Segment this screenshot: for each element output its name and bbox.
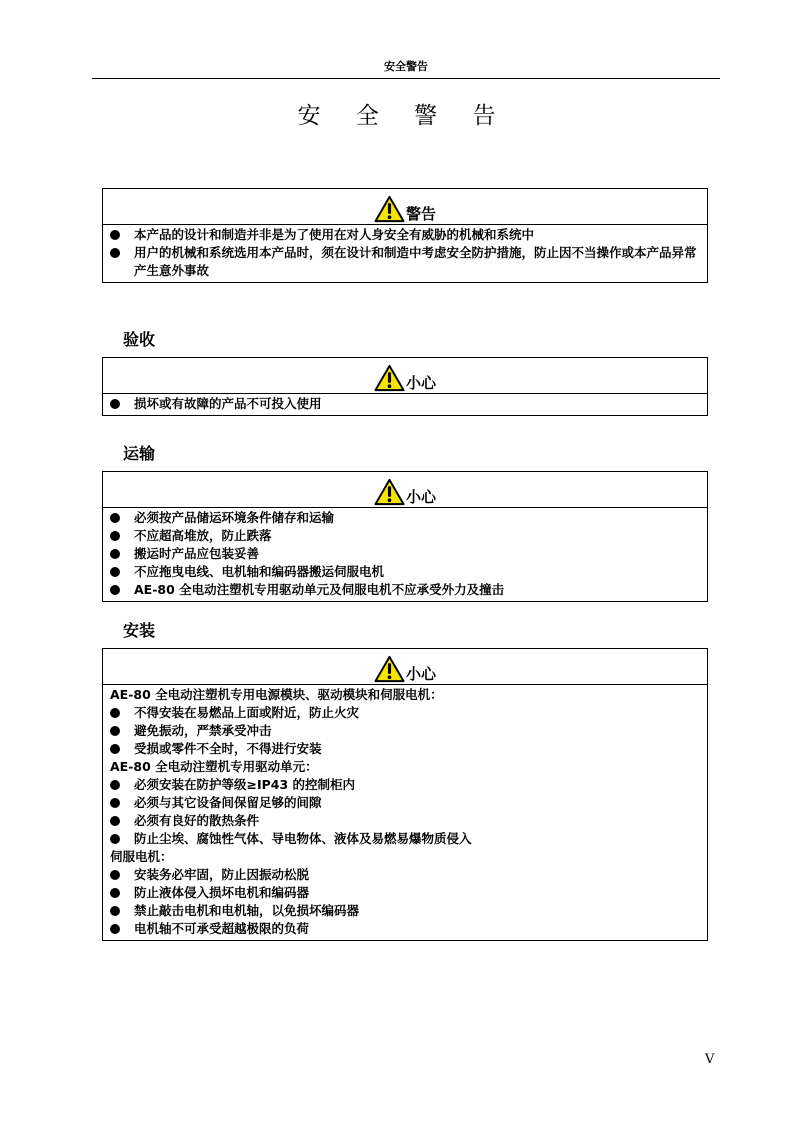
- warning-triangle-icon: [374, 195, 405, 223]
- bullet-dot-icon: [110, 567, 120, 577]
- list-item: 搬运时产品应包装妥善: [110, 545, 701, 563]
- bullet-dot-icon: [110, 531, 120, 541]
- list-item: 本产品的设计和制造并非是为了使用在对人身安全有威胁的机械和系统中: [110, 226, 701, 244]
- acceptance-caution-box: [102, 357, 708, 416]
- warning-triangle-icon: [374, 478, 405, 506]
- page-title: 安 全 警 告: [297, 103, 510, 129]
- bullet-dot-icon: [110, 248, 120, 258]
- list-item: 必须按产品储运环境条件储存和运输: [110, 509, 701, 527]
- group-heading: AE-80 全电动注塑机专用驱动单元：: [110, 759, 318, 774]
- section-title-transport: 运输: [123, 444, 156, 463]
- bullet-dot-icon: [110, 230, 120, 240]
- bullet-dot-icon: [110, 906, 120, 916]
- list-item: 防止液体侵入损坏电机和编码器: [110, 884, 701, 902]
- list-item: 用户的机械和系统选用本产品时，须在设计和制造中考虑安全防护措施，防止因不当操作或本产品异常产生意外事故: [110, 244, 701, 280]
- warning-box-header: [103, 189, 707, 225]
- bullet-dot-icon: [110, 726, 120, 736]
- list-item: AE-80 全电动注塑机专用驱动单元及伺服电机不应承受外力及撞击: [110, 581, 701, 599]
- bullet-dot-icon: [110, 549, 120, 559]
- list-item: 不应超高堆放，防止跌落: [110, 527, 701, 545]
- list-item: 必须有良好的散热条件: [110, 812, 701, 830]
- caution-box-header: [103, 472, 707, 508]
- bullet-dot-icon: [110, 513, 120, 523]
- caution-label: 小心: [405, 374, 436, 392]
- list-item: 必须安装在防护等级≥IP43 的控制柜内: [110, 776, 701, 794]
- caution-label: 小心: [405, 488, 436, 506]
- section-title-acceptance: 验收: [123, 330, 156, 349]
- bullet-dot-icon: [110, 870, 120, 880]
- installation-caution-box: [102, 648, 708, 941]
- list-item: 安装务必牢固，防止因振动松脱: [110, 866, 701, 884]
- bullet-dot-icon: [110, 780, 120, 790]
- bullet-dot-icon: [110, 888, 120, 898]
- page-number: V: [705, 1052, 715, 1067]
- caution-box-header: [103, 649, 707, 685]
- warning-triangle-icon: [374, 364, 405, 392]
- caution-box-header: [103, 358, 707, 394]
- bullet-dot-icon: [110, 924, 120, 934]
- bullet-dot-icon: [110, 816, 120, 826]
- bullet-dot-icon: [110, 834, 120, 844]
- transport-caution-box: [102, 471, 708, 602]
- group-heading: AE-80 全电动注塑机专用电源模块、驱动模块和伺服电机：: [110, 687, 443, 702]
- list-item: 避免振动，严禁承受冲击: [110, 722, 701, 740]
- list-item: 禁止敲击电机和电机轴，以免损坏编码器: [110, 902, 701, 920]
- running-header: 安全警告: [92, 58, 720, 79]
- list-item: 受损或零件不全时，不得进行安装: [110, 740, 701, 758]
- section-title-installation: 安装: [123, 621, 156, 640]
- group-heading: 伺服电机：: [110, 849, 173, 864]
- bullet-dot-icon: [110, 708, 120, 718]
- list-item: 必须与其它设备间保留足够的间隙: [110, 794, 701, 812]
- list-item: 防止尘埃、腐蚀性气体、导电物体、液体及易燃易爆物质侵入: [110, 830, 701, 848]
- list-item: 不应拖曳电线、电机轴和编码器搬运伺服电机: [110, 563, 701, 581]
- warning-box: [102, 188, 708, 283]
- bullet-dot-icon: [110, 798, 120, 808]
- list-item: 不得安装在易燃品上面或附近，防止火灾: [110, 704, 701, 722]
- list-item: 损坏或有故障的产品不可投入使用: [110, 395, 701, 413]
- warning-label: 警告: [405, 205, 436, 223]
- list-item: 电机轴不可承受超越极限的负荷: [110, 920, 701, 938]
- warning-triangle-icon: [374, 655, 405, 683]
- bullet-dot-icon: [110, 399, 120, 409]
- bullet-dot-icon: [110, 744, 120, 754]
- caution-label: 小心: [405, 665, 436, 683]
- bullet-dot-icon: [110, 585, 120, 595]
